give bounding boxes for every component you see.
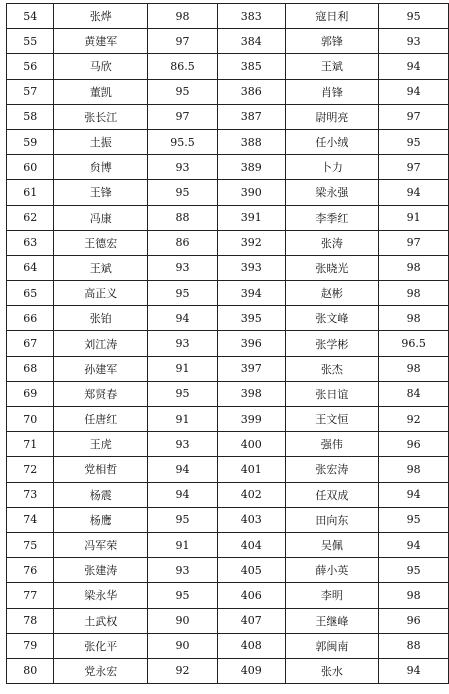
score-cell-right: 95 [379,558,449,583]
row-number-right: 387 [217,104,285,129]
name-cell-left: 贠博 [54,155,148,180]
name-cell-left: 郑贤春 [54,381,148,406]
name-cell-right: 吴佩 [285,532,379,557]
name-cell-left: 冯康 [54,205,148,230]
name-cell-left: 高正义 [54,281,148,306]
score-cell-right: 95 [379,4,449,29]
table-row [7,407,449,432]
row-number-right: 402 [217,482,285,507]
score-cell-left: 94 [148,306,218,331]
score-cell-right: 96 [379,432,449,457]
score-cell-left: 95 [148,79,218,104]
name-cell-right: 李季红 [285,205,379,230]
row-number-left: 69 [7,381,54,406]
row-number-right: 388 [217,129,285,154]
row-number-left: 74 [7,507,54,532]
score-table-body [7,4,449,684]
row-number-right: 404 [217,532,285,557]
name-cell-right: 任小绒 [285,129,379,154]
score-cell-right: 94 [379,54,449,79]
table-row [7,482,449,507]
row-number-left: 79 [7,633,54,658]
name-cell-right: 张晓光 [285,255,379,280]
name-cell-left: 冯军荣 [54,532,148,557]
row-number-left: 56 [7,54,54,79]
name-cell-left: 张烨 [54,4,148,29]
row-number-left: 60 [7,155,54,180]
row-number-left: 73 [7,482,54,507]
score-cell-left: 91 [148,532,218,557]
name-cell-left: 土武权 [54,608,148,633]
name-cell-right: 卜力 [285,155,379,180]
row-number-left: 78 [7,608,54,633]
table-row [7,331,449,356]
score-cell-right: 97 [379,230,449,255]
name-cell-right: 寇日利 [285,4,379,29]
row-number-left: 61 [7,180,54,205]
table-row [7,532,449,557]
name-cell-right: 张涛 [285,230,379,255]
name-cell-left: 张长江 [54,104,148,129]
score-cell-right: 94 [379,658,449,683]
row-number-left: 63 [7,230,54,255]
table-row [7,457,449,482]
score-cell-right: 94 [379,180,449,205]
name-cell-left: 王锋 [54,180,148,205]
name-cell-right: 李明 [285,583,379,608]
name-cell-right: 张宏涛 [285,457,379,482]
row-number-right: 397 [217,356,285,381]
row-number-right: 406 [217,583,285,608]
score-cell-right: 92 [379,407,449,432]
row-number-left: 66 [7,306,54,331]
table-row [7,4,449,29]
score-cell-right: 94 [379,482,449,507]
row-number-left: 57 [7,79,54,104]
table-row [7,180,449,205]
row-number-left: 54 [7,4,54,29]
name-cell-left: 梁永华 [54,583,148,608]
score-cell-left: 95 [148,180,218,205]
score-cell-right: 95 [379,129,449,154]
table-row [7,79,449,104]
table-row [7,432,449,457]
row-number-left: 65 [7,281,54,306]
name-cell-right: 梁永强 [285,180,379,205]
score-cell-left: 93 [148,331,218,356]
name-cell-left: 王德宏 [54,230,148,255]
score-cell-right: 97 [379,104,449,129]
row-number-left: 80 [7,658,54,683]
table-row [7,658,449,683]
row-number-right: 400 [217,432,285,457]
score-cell-right: 97 [379,155,449,180]
name-cell-right: 张杰 [285,356,379,381]
score-cell-left: 93 [148,155,218,180]
score-cell-right: 98 [379,356,449,381]
name-cell-left: 马欣 [54,54,148,79]
name-cell-right: 郭闽南 [285,633,379,658]
row-number-right: 389 [217,155,285,180]
score-cell-right: 91 [379,205,449,230]
name-cell-left: 黄建军 [54,29,148,54]
row-number-right: 383 [217,4,285,29]
name-cell-left: 党相哲 [54,457,148,482]
row-number-left: 75 [7,532,54,557]
score-cell-left: 97 [148,29,218,54]
table-row [7,281,449,306]
score-cell-left: 95 [148,507,218,532]
name-cell-left: 党永宏 [54,658,148,683]
row-number-right: 392 [217,230,285,255]
name-cell-right: 王文恒 [285,407,379,432]
row-number-right: 409 [217,658,285,683]
name-cell-left: 杨震 [54,482,148,507]
table-row [7,104,449,129]
name-cell-left: 任唐红 [54,407,148,432]
score-cell-left: 95.5 [148,129,218,154]
score-cell-left: 86 [148,230,218,255]
row-number-right: 408 [217,633,285,658]
row-number-right: 386 [217,79,285,104]
row-number-right: 398 [217,381,285,406]
row-number-left: 67 [7,331,54,356]
name-cell-left: 杨鹰 [54,507,148,532]
row-number-right: 385 [217,54,285,79]
score-cell-left: 95 [148,583,218,608]
score-cell-left: 86.5 [148,54,218,79]
name-cell-right: 郭锋 [285,29,379,54]
row-number-right: 395 [217,306,285,331]
name-cell-right: 田向东 [285,507,379,532]
name-cell-right: 任双成 [285,482,379,507]
name-cell-right: 肖锋 [285,79,379,104]
table-row [7,381,449,406]
row-number-right: 403 [217,507,285,532]
score-cell-left: 94 [148,457,218,482]
row-number-right: 407 [217,608,285,633]
row-number-left: 76 [7,558,54,583]
name-cell-left: 王斌 [54,255,148,280]
table-row [7,255,449,280]
table-row [7,205,449,230]
name-cell-left: 王虎 [54,432,148,457]
name-cell-right: 赵彬 [285,281,379,306]
name-cell-right: 尉明亮 [285,104,379,129]
row-number-right: 391 [217,205,285,230]
score-cell-left: 90 [148,608,218,633]
table-row [7,230,449,255]
row-number-left: 71 [7,432,54,457]
table-row [7,507,449,532]
row-number-right: 390 [217,180,285,205]
row-number-left: 64 [7,255,54,280]
table-row [7,306,449,331]
row-number-left: 58 [7,104,54,129]
score-cell-right: 84 [379,381,449,406]
row-number-right: 401 [217,457,285,482]
score-cell-right: 88 [379,633,449,658]
table-row [7,608,449,633]
name-cell-left: 张化平 [54,633,148,658]
table-row [7,29,449,54]
score-cell-right: 94 [379,532,449,557]
name-cell-right: 张水 [285,658,379,683]
name-cell-right: 张文峰 [285,306,379,331]
table-row [7,356,449,381]
row-number-right: 405 [217,558,285,583]
score-cell-left: 95 [148,381,218,406]
name-cell-right: 薛小英 [285,558,379,583]
score-cell-right: 94 [379,79,449,104]
row-number-right: 396 [217,331,285,356]
name-cell-right: 强伟 [285,432,379,457]
score-cell-left: 94 [148,482,218,507]
score-cell-left: 93 [148,432,218,457]
name-cell-right: 王继峰 [285,608,379,633]
name-cell-left: 刘江涛 [54,331,148,356]
table-row [7,129,449,154]
table-row [7,54,449,79]
name-cell-left: 孙建军 [54,356,148,381]
row-number-left: 72 [7,457,54,482]
name-cell-right: 张日谊 [285,381,379,406]
score-cell-left: 98 [148,4,218,29]
row-number-left: 59 [7,129,54,154]
score-cell-left: 95 [148,281,218,306]
score-cell-right: 98 [379,583,449,608]
score-cell-right: 95 [379,507,449,532]
score-cell-right: 93 [379,29,449,54]
name-cell-left: 董凯 [54,79,148,104]
score-cell-right: 98 [379,255,449,280]
row-number-left: 70 [7,407,54,432]
name-cell-right: 张学彬 [285,331,379,356]
row-number-right: 384 [217,29,285,54]
row-number-left: 62 [7,205,54,230]
row-number-left: 55 [7,29,54,54]
score-cell-right: 98 [379,306,449,331]
name-cell-left: 张建涛 [54,558,148,583]
table-row [7,583,449,608]
score-cell-left: 93 [148,558,218,583]
table-row [7,558,449,583]
score-cell-left: 93 [148,255,218,280]
name-cell-left: 张铂 [54,306,148,331]
table-row [7,633,449,658]
score-cell-right: 96 [379,608,449,633]
score-cell-right: 98 [379,457,449,482]
score-cell-left: 91 [148,407,218,432]
score-cell-right: 96.5 [379,331,449,356]
table-row [7,155,449,180]
row-number-right: 394 [217,281,285,306]
name-cell-right: 王斌 [285,54,379,79]
score-cell-left: 90 [148,633,218,658]
score-cell-left: 91 [148,356,218,381]
score-cell-left: 92 [148,658,218,683]
row-number-left: 77 [7,583,54,608]
score-cell-left: 97 [148,104,218,129]
score-table [6,3,449,684]
score-cell-left: 88 [148,205,218,230]
name-cell-left: 土振 [54,129,148,154]
row-number-right: 399 [217,407,285,432]
row-number-right: 393 [217,255,285,280]
row-number-left: 68 [7,356,54,381]
score-cell-right: 98 [379,281,449,306]
